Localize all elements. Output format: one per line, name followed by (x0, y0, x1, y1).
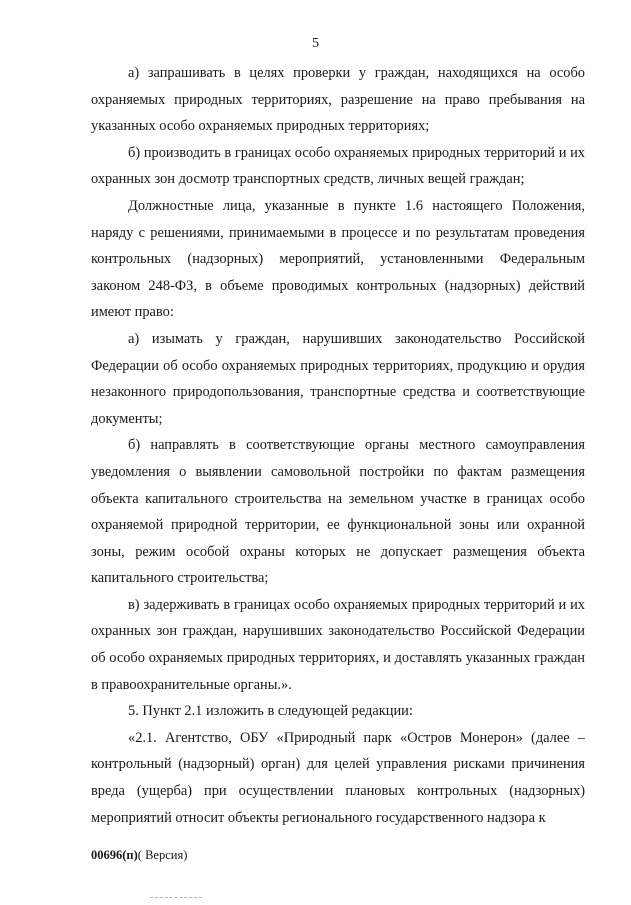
paragraph-item-a-request-permit: а) запрашивать в целях проверки у граждан, находящихся на особо охраняемых природных территориях, разрешение на право пребывания на указанных особо охраняемых природных территориях; (91, 65, 585, 135)
scan-edge-mark (150, 897, 202, 898)
paragraph-item-v-detain-citizens: в) задерживать в границах особо охраняемых природных территорий и их охранных зон граждан, нарушивших законодательство Российской Федерации об особо охраняемых природных территориях, и доставлять указанных граждан в правоохранительные органы.». (91, 596, 585, 693)
page-number: 5 (312, 36, 319, 51)
paragraph-item-a-seize-products: а) изымать у граждан, нарушивших законодательство Российской Федерации об особо охраняемых природных территориях, продукцию и орудия незаконного природопользования, транспортные средства и соответствующие документы; (91, 330, 585, 427)
paragraph-clause-2-1: «2.1. Агентство, ОБУ «Природный парк «Остров Монерон» (далее – контрольный (надзорный) орган) для целей управления рисками причинения вреда (ущерба) при осуществлении плановых контрольных (надзорных) мероприятий относит объекты регионального государственного надзора к (91, 729, 585, 826)
version-label: ( Версия) (137, 848, 188, 862)
paragraph-officials-rights: Должностные лица, указанные в пункте 1.6 настоящего Положения, наряду с решениями, принимаемыми в процессе и по результатам проведения контрольных (надзорных) мероприятий, установленными Федеральным законом 248-ФЗ, в объеме проводимых контрольных (надзорных) действий имеют право: (91, 197, 585, 321)
document-body (91, 60, 585, 831)
document-footer (91, 848, 187, 863)
document-code: 00696(п) (91, 848, 138, 862)
paragraph-item-b-inspect-vehicles: б) производить в границах особо охраняемых природных территорий и их охранных зон досмотр транспортных средств, личных вещей граждан; (91, 144, 585, 188)
paragraph-clause-5: 5. Пункт 2.1 изложить в следующей редакции: (128, 703, 413, 720)
paragraph-item-b-send-notices: б) направлять в соответствующие органы местного самоуправления уведомления о выявлении самовольной постройки по фактам размещения объекта капитального строительства на земельном участке в границах особо охраняемой природной территории, ее функциональной зоны или охранной зоны, режим особой охраны которых не допускает размещения объекта капитального строительства; (91, 437, 585, 587)
